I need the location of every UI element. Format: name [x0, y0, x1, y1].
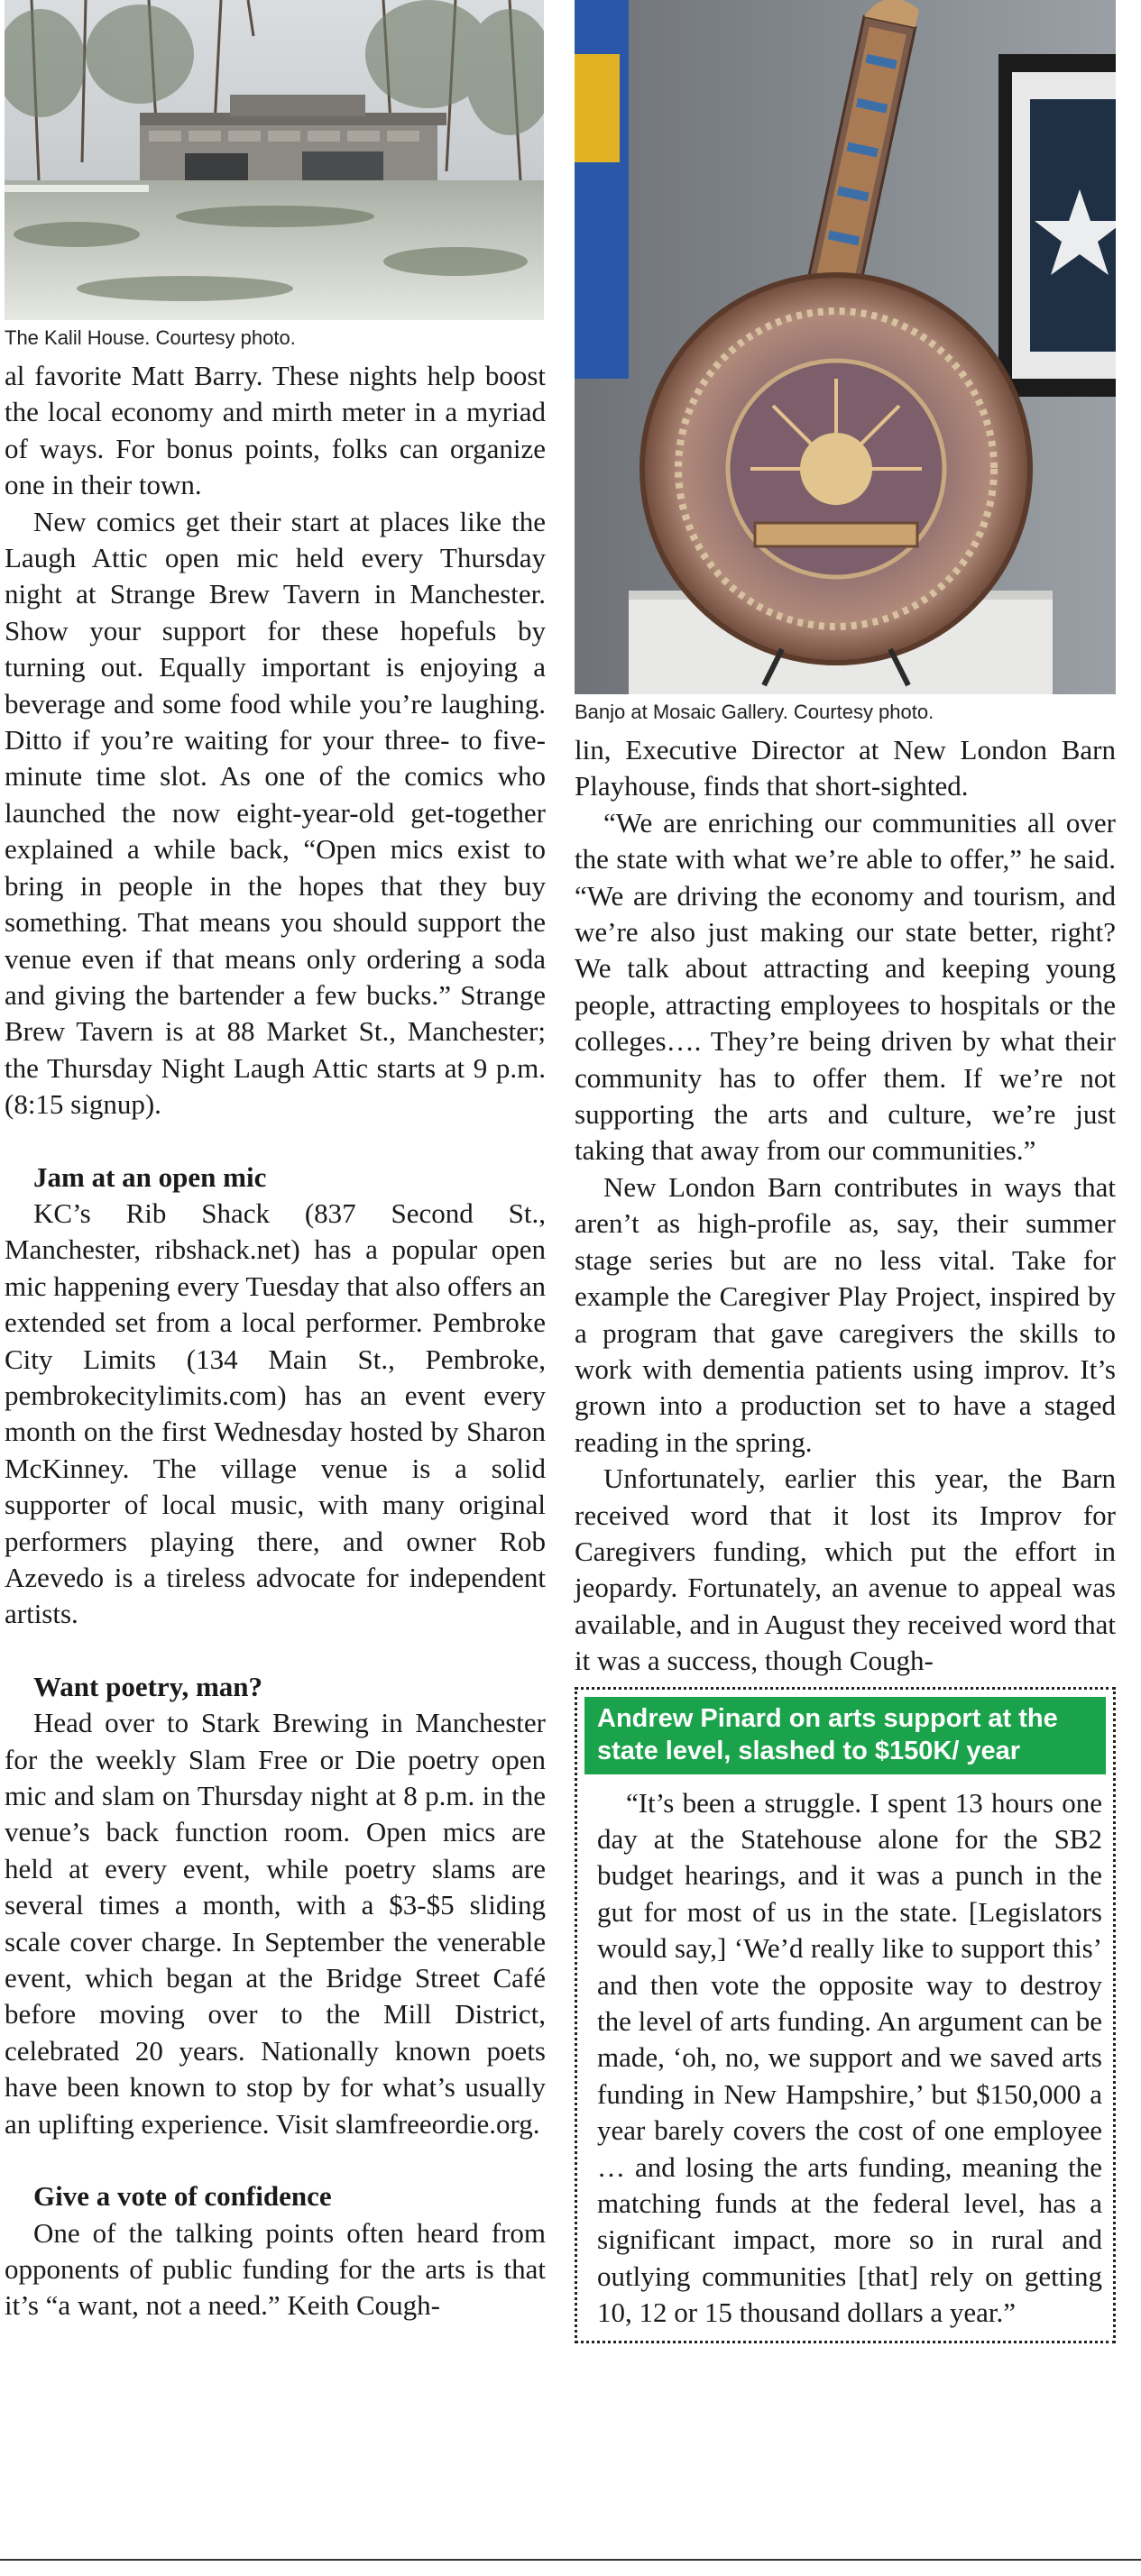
section-heading-vote: Give a vote of confidence [33, 2180, 332, 2213]
sidebar-heading: Andrew Pinard on arts support at the state level, slashed to $150K/ year [584, 1697, 1106, 1774]
mosaic-banjo-photo [575, 0, 1116, 694]
intro-paragraph: New comics get their start at places like the Laugh Attic open mic held every Thursday night at Strange Brew Tavern in Manchester. Show your support for these hopefuls by turning out. Equally important is enjoying a beverage and some food while you’re laughing. Ditto if you’re waiting for your three- to five- minute time slot. As one of the comics who launched the now eight-year-old get-together explained a while back, “Open mics exist to bring in people in the hopes that they buy something. That means you should support the venue even if that means only ordering a soda and giving the bartender a few bucks.” Strange Brew Tavern is at 88 Market St., Manchester; the Thursday Night Laugh Attic starts at 9 p.m. (8:15 signup). [5, 505, 546, 1121]
pinard-sidebar [575, 1687, 1116, 2343]
intro-paragraph: al favorite Matt Barry. These nights help boost the local economy and mirth meter in a myriad of ways. For bonus points, folks can organize one in their town. [5, 360, 546, 501]
left-column [5, 0, 546, 2324]
mosaic-banjo-caption: Banjo at Mosaic Gallery. Courtesy photo. [575, 701, 934, 723]
mosaic-banjo-image [575, 0, 1116, 694]
section-text-vote: One of the talking points often heard from opponents of public funding for the arts is that it’s “a want, not a need.” Keith Cough- [5, 2216, 546, 2322]
right-column [575, 0, 1116, 2343]
section-text-jam: KC’s Rib Shack (837 Second St., Manchester, ribshack.net) has a popular open mic happening every Tuesday that also offers an extended set from a local performer. Pembroke City Limits (134 Main St., Pembroke, pembrokecitylimits.com) has an event every month on the first Wednesday hosted by Sharon McKinney. The village venue is a solid supporter of local music, with many original performers playing there, and owner Rob Azevedo is a tireless advocate for independent artists. [5, 1196, 546, 1630]
section-heading-jam: Jam at an open mic [33, 1160, 267, 1193]
section-text-poetry: Head over to Stark Brewing in Manchester for the weekly Slam Free or Die poetry open mic and slam on Thursday night at 8 p.m. in the venue’s back function room. Open mics are held at every event, while poetry slams are several times a month, with a $3-$5 sliding scale cover charge. In September the venerable event, which began at the Bridge Street Café before moving over to the Mill District, celebrated 20 years. Nationally known poets have been known to stop by for what’s usually an uplifting experience. Visit slamfreeordie.org. [5, 1707, 546, 2140]
kalil-house-image [5, 0, 544, 320]
kalil-house-caption: The Kalil House. Courtesy photo. [5, 326, 296, 349]
body-paragraph: “We are enriching our communities all over the state with what we’re able to offer,” he said. “We are driving the economy and tourism, and we’re also just making our state better, right? We talk about attracting and keeping young people, attracting employees to hospitals or the colleges…. They’re being driven by what their community has to offer them. If we’re not supporting the arts and culture, we’re just taking that away from our communities.” [575, 806, 1116, 1167]
section-heading-poetry: Want poetry, man? [33, 1670, 263, 1702]
coughlin-paragraph: lin, Executive Director at New London Barn Playhouse, finds that short-sighted. [575, 734, 1116, 802]
body-paragraph: New London Barn contributes in ways that aren’t as high-profile as, say, their summer stage series but are no less vital. Take for example the Caregiver Play Project, inspired by a program that gave caregivers the skills to work with dementia patients using improv. It’s grown into a production set to have a staged reading in the spring. [575, 1170, 1116, 1458]
sidebar-quote: “It’s been a struggle. I spent 13 hours one day at the Statehouse alone for the SB2 budget hearings, and it was a punch in the gut for most of us in the state. [Legislators would say,] ‘We’d really like to support this’ and then vote the opposite way to destroy the level of arts funding. An argument can be made, ‘oh, no, we support and we saved arts funding in New Hampshire,’ but $150,000 a year barely covers the cost of one employee … and losing the arts funding, meaning the matching funds at the federal level, has a significant impact, more so in rural and outlying communities [that] rely on getting 10, 12 or 15 thousand dollars a year.” [597, 1786, 1102, 2329]
kalil-house-photo [5, 0, 544, 320]
page-bottom-rule [0, 2559, 1141, 2561]
body-paragraph: Unfortunately, earlier this year, the Barn received word that it lost its Improv for Caregivers funding, which put the effort in jeopardy. Fortunately, an avenue to appeal was available, and in August they received word that it was a success, though Cough- [575, 1462, 1116, 1677]
